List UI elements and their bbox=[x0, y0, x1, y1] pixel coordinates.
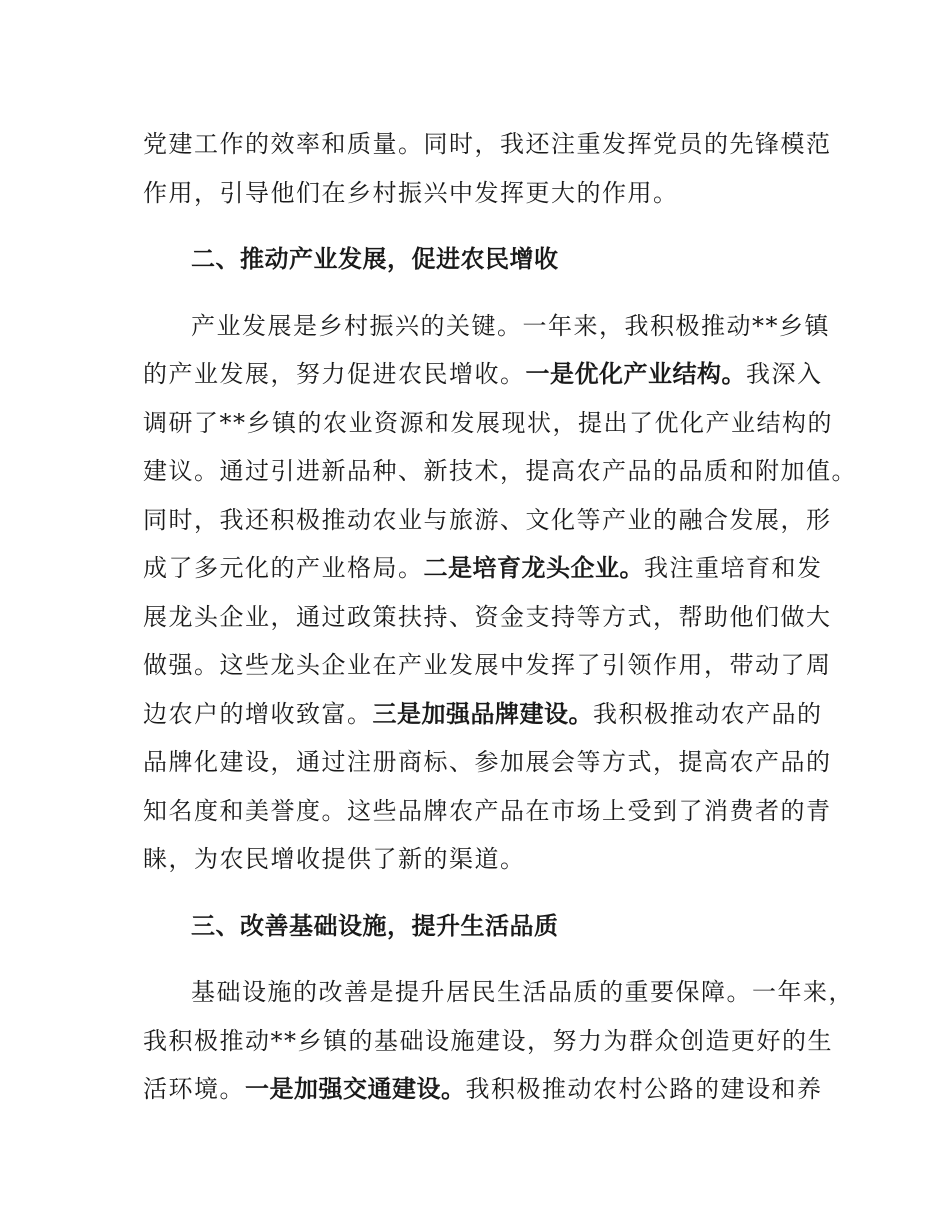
text-span: 我积极推动农产品的 bbox=[593, 699, 823, 728]
text-line bbox=[143, 1065, 823, 1114]
text-span: 我深入 bbox=[746, 360, 823, 388]
text-span: 成了多元化的产业格局。 bbox=[143, 554, 424, 582]
bold-point: 三是加强品牌建设。 bbox=[372, 699, 593, 728]
text-span: 的产业发展，努力促进农民增收。 bbox=[143, 360, 526, 388]
paragraph-industry bbox=[143, 302, 857, 884]
text-line: 睐，为农民增收提供了新的渠道。 bbox=[143, 845, 526, 873]
bold-point: 一是加强交通建设。 bbox=[245, 1075, 466, 1103]
text-span: 活环境。 bbox=[143, 1075, 245, 1103]
text-line bbox=[143, 690, 823, 739]
bold-point: 一是优化产业结构。 bbox=[525, 360, 746, 388]
text-line: 作用，引导他们在乡村振兴中发挥更大的作用。 bbox=[143, 178, 679, 207]
bold-point: 二是培育龙头企业。 bbox=[423, 554, 644, 582]
document-page bbox=[143, 120, 857, 1114]
text-line: 展龙头企业，通过政策扶持、资金支持等方式，帮助他们做大 bbox=[143, 602, 832, 631]
paragraph-party-building bbox=[143, 120, 832, 217]
text-line: 同时，我还积极推动农业与旅游、文化等产业的融合发展，形 bbox=[143, 505, 832, 534]
paragraph-infrastructure bbox=[143, 968, 854, 1114]
text-line: 基础设施的改善是提升居民生活品质的重要保障。一年来， bbox=[191, 978, 854, 1006]
section-heading-industry: 二、推动产业发展，促进农民增收 bbox=[191, 245, 559, 273]
text-span: 边农户的增收致富。 bbox=[143, 699, 373, 728]
text-line bbox=[143, 350, 823, 399]
text-line: 品牌化建设，通过注册商标、参加展会等方式，提高农产品的 bbox=[143, 748, 832, 776]
text-span: 我注重培育和发 bbox=[644, 554, 823, 582]
text-line: 做强。这些龙头企业在产业发展中发挥了引领作用，带动了周 bbox=[143, 651, 832, 679]
text-line: 建议。通过引进新品种、新技术，提高农产品的品质和附加值。 bbox=[143, 457, 857, 485]
text-line: 知名度和美誉度。这些品牌农产品在市场上受到了消费者的青 bbox=[143, 796, 832, 825]
text-line: 调研了**乡镇的农业资源和发展现状，提出了优化产业结构的 bbox=[143, 408, 833, 437]
text-line: 党建工作的效率和质量。同时，我还注重发挥党员的先锋模范 bbox=[143, 130, 832, 158]
text-line bbox=[143, 544, 823, 593]
text-span: 我积极推动农村公路的建设和养 bbox=[465, 1075, 823, 1103]
text-line: 产业发展是乡村振兴的关键。一年来，我积极推动**乡镇 bbox=[191, 311, 830, 340]
section-heading-infrastructure: 三、改善基础设施，提升生活品质 bbox=[191, 911, 559, 940]
text-line: 我积极推动**乡镇的基础设施建设，努力为群众创造更好的生 bbox=[143, 1026, 833, 1055]
